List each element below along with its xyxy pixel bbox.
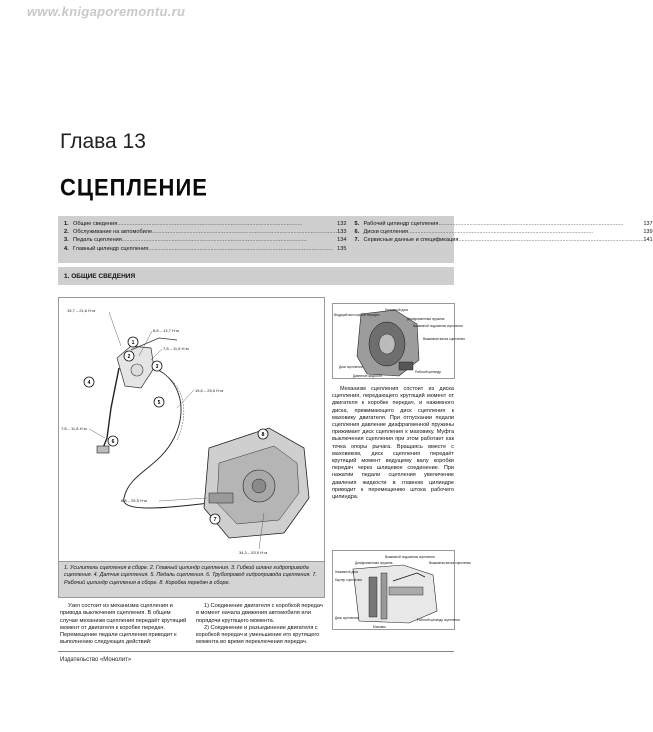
toc-entry [354, 228, 652, 236]
toc-page: 137 [643, 221, 653, 227]
watermark: www.knigaporemontu.ru [27, 4, 186, 19]
callout-4 [84, 377, 94, 387]
clutch-section-figure [332, 550, 471, 630]
clutch-system-figure [58, 297, 325, 562]
paragraph: 1) Соединение двигателя с коробкой передач в момент начала движения автомобиля или порядочи крутящего момента. [196, 603, 323, 624]
svg-text:4: 4 [87, 380, 91, 386]
toc-label: Рабочий цилиндр сцепления [363, 221, 439, 227]
section-label: Выжимной подшипник сцепления [385, 555, 435, 559]
paragraph: 2) Соединение и разъединение двигателя с коробкой передач и уменьшение его крутящего момента во время переключения передач. [196, 624, 320, 646]
chapter-heading: Глава 13 [60, 130, 146, 153]
torque-label: 15,6 – 25,5 Н·м [195, 388, 224, 393]
section-label: Диафрагменная пружина [355, 561, 393, 565]
toc-number: 4. [64, 245, 69, 252]
toc-number: 2. [64, 229, 69, 236]
page-title: СЦЕПЛЕНИЕ [60, 173, 208, 201]
mechanism-label: Диафрагменная пружина [407, 317, 445, 321]
toc-entry [64, 220, 346, 228]
toc-left-column [64, 220, 346, 259]
toc-number: 5. [354, 221, 360, 227]
clutch-section-drawing [333, 551, 471, 631]
toc-number: 7. [354, 237, 360, 244]
mechanism-label: Нажимной диск [385, 308, 409, 312]
body-text-col1: Узел состоит из механизма сцепления и привода выключения сцепления. В общем случае механизм сцепления передаёт крутящий момент от двигателя к коробке передач. Перемещение педали сцепления приводит к выполнению следующих действий: [60, 603, 187, 646]
callout-6 [108, 436, 118, 446]
toc-label: Диски сцепления [363, 229, 409, 236]
mechanism-label: Выжимной подшипник сцепления [413, 324, 463, 328]
torque-label: 7,8 – 11,8 Н·м [163, 346, 189, 351]
toc-entry [64, 236, 346, 244]
callout-7 [210, 514, 220, 524]
clutch-system-drawing [59, 298, 326, 563]
section-label: Диск сцепления [335, 616, 359, 620]
footer-divider [58, 651, 454, 652]
mechanism-label: Выжимная вилка сцепления [423, 337, 465, 341]
svg-text:2: 2 [127, 354, 131, 360]
body-text-col2 [196, 603, 324, 647]
toc-leader [117, 220, 337, 228]
mechanism-label: Диск сцепления [339, 365, 363, 369]
toc-leader [458, 236, 643, 244]
toc-label: Общие сведения [73, 221, 118, 227]
clutch-mechanism-figure [332, 303, 465, 379]
toc-page: 139 [643, 229, 653, 236]
toc-page: 141 [643, 237, 653, 244]
toc-label: Педаль сцепления [73, 237, 122, 244]
callout-1 [128, 337, 138, 347]
callout-8 [258, 429, 268, 439]
mechanism-label: Давление жидкости [353, 374, 383, 378]
toc-number: 3. [64, 237, 69, 244]
toc-label: Обслуживание на автомобиле [73, 229, 153, 236]
section-label: Маховик [373, 625, 386, 629]
toc-number: 1. [64, 221, 69, 227]
callout-5 [154, 397, 164, 407]
toc-leader [438, 220, 643, 228]
callout-3 [152, 361, 162, 371]
svg-text:3: 3 [155, 364, 159, 370]
toc-entry [354, 220, 652, 228]
toc-number: 6. [354, 229, 360, 236]
section-label: Картер сцепления [335, 578, 362, 582]
svg-text:1: 1 [131, 340, 135, 346]
torque-label: 15,7 – 21,6 Н·м [67, 308, 96, 313]
section-label: Выжимная вилка сцепления [429, 561, 471, 565]
torque-label: 7,8 – 11,8 Н·м [61, 426, 87, 431]
svg-text:7: 7 [213, 517, 217, 523]
toc-label: Сервисные данные и спецификация [363, 237, 459, 244]
figure-caption: 1. Усилитель сцепления в сборе. 2. Главный цилиндр сцепления. 3. Гибкий шланг гидропривода сцепления. 4. Датчик сцепления. 5. Педаль сцепления. 6. Трубопровод гидропривода сцепления. 7. Рабочий цилиндр сцепления в сборе. 8. Коробка передач в сборе. [58, 562, 325, 598]
toc-page: 134 [337, 237, 347, 244]
publisher: Издательство «Монолит» [60, 657, 132, 663]
torque-label: 34,3 – 53,9 Н·м [239, 550, 268, 555]
toc-entry [354, 236, 652, 244]
table-of-contents [58, 216, 653, 263]
mechanism-label: Ведущий вал коробки передач [334, 313, 380, 317]
torque-label: 8,8 – 25,5 Н·м [121, 498, 147, 503]
toc-label: Главный цилиндр сцепления [73, 245, 149, 252]
torque-label: 8,8 – 13,7 Н·м [153, 328, 179, 333]
toc-leader [122, 236, 337, 244]
toc-leader [148, 245, 337, 253]
section-label: Нажимной диск [335, 570, 359, 574]
toc-entry [64, 228, 346, 236]
toc-page: 135 [337, 245, 347, 252]
section-label: Рабочий цилиндр сцепления [417, 618, 460, 622]
toc-leader [152, 228, 337, 236]
mechanism-label: Рабочий цилиндр [415, 370, 442, 374]
svg-text:6: 6 [111, 439, 115, 445]
svg-text:5: 5 [157, 400, 161, 406]
toc-right-column [354, 220, 652, 259]
toc-entry [64, 245, 346, 253]
toc-page: 133 [337, 229, 347, 236]
svg-text:8: 8 [261, 432, 265, 438]
section-heading: 1. ОБЩИЕ СВЕДЕНИЯ [58, 267, 454, 285]
clutch-mechanism-drawing [333, 304, 465, 380]
callout-2 [124, 351, 134, 361]
toc-page: 132 [337, 221, 347, 227]
toc-leader [408, 228, 643, 236]
mechanism-description: Механизм сцепления состоит из диска сцепления, передающего крутящий момент от двигателя к коробке передач, и нажимного диска, прижимающего диск сцепления к маховику двигателя. При отпускании педали сцепления давление диафрагменной пружины прижимает диск сцепления к маховику. Муфта выключения сцепления при этом работает как точка опоры рычага. Вращаясь вместе с маховиком, диск сцепления передаёт крутящий момент ведущему валу коробки передач через шлицевое соединение. При нажатии педали сцепления увеличение давления жидкости в главном цилиндре приводит к перемещению штока рабочего цилиндра. [332, 386, 454, 501]
